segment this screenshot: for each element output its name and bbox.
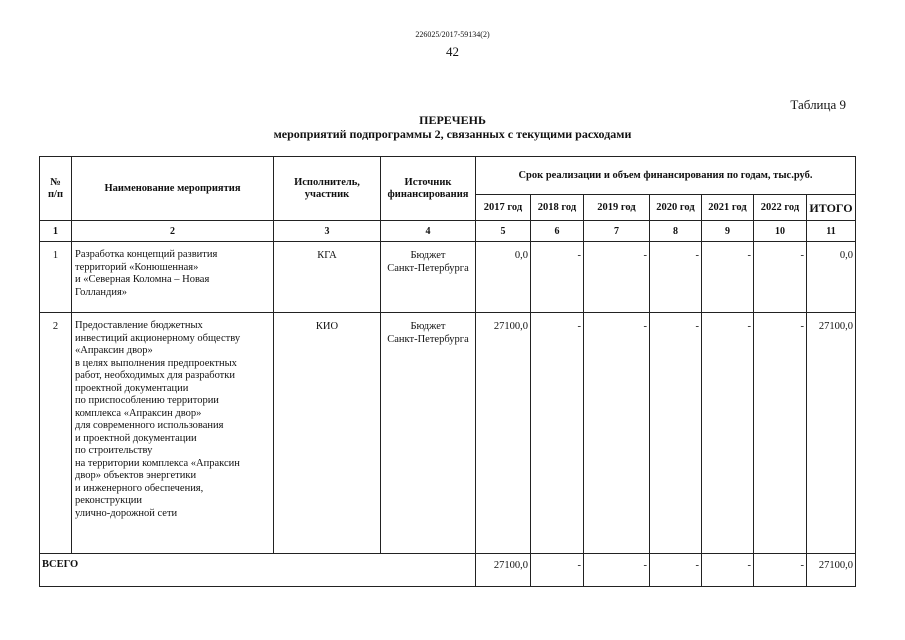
value-2021: - (702, 242, 754, 313)
value-2021: - (702, 313, 754, 554)
header-row (40, 157, 856, 195)
column-number: 10 (754, 221, 807, 242)
column-number: 8 (650, 221, 702, 242)
column-number: 1 (40, 221, 72, 242)
page-number: 42 (446, 44, 459, 59)
value-2022: - (754, 242, 807, 313)
value-2020: - (650, 313, 702, 554)
value-2017: 27100,0 (476, 313, 531, 554)
funding-source: Бюджет Санкт-Петербурга (381, 242, 476, 313)
document-number: 226025/2017-59134(2) (415, 30, 490, 39)
total-2019: - (584, 554, 650, 587)
column-number: 3 (274, 221, 381, 242)
funding-source: Бюджет Санкт-Петербурга (381, 313, 476, 554)
row-index: 2 (40, 313, 72, 554)
column-number: 9 (702, 221, 754, 242)
column-number: 11 (807, 221, 856, 242)
header-year: 2022 год (754, 195, 807, 221)
value-2019: - (584, 313, 650, 554)
value-2018: - (531, 313, 584, 554)
column-number-row (40, 221, 856, 242)
header-num: № п/п (40, 157, 72, 221)
header-source: Источник финансирования (381, 157, 476, 221)
header-total: ИТОГО (807, 195, 856, 221)
total-row (40, 554, 856, 587)
header-year: 2019 год (584, 195, 650, 221)
value-total: 0,0 (807, 242, 856, 313)
header-year: 2021 год (702, 195, 754, 221)
executor: КИО (274, 313, 381, 554)
total-overall: 27100,0 (807, 554, 856, 587)
header-year: 2018 год (531, 195, 584, 221)
executor: КГА (274, 242, 381, 313)
column-number: 7 (584, 221, 650, 242)
total-2017: 27100,0 (476, 554, 531, 587)
table-label: Таблица 9 (790, 97, 846, 112)
document-title: ПЕРЕЧЕНЬ (419, 113, 486, 127)
header-period: Срок реализации и объем финансирования по годам, тыс.руб. (476, 157, 856, 195)
value-total: 27100,0 (807, 313, 856, 554)
total-2020: - (650, 554, 702, 587)
measure-name: Предоставление бюджетных инвестиций акционерному обществу «Апраксин двор» в целях выполнения предпроектных работ, необходимых для разработки проектной документации по приспособлению территории комплекса «Апраксин двор» для современного использования и проектной документации по строительству на территории комплекса «Апраксин двор» объектов энергетики и инженерного обеспечения, реконструкции улично-дорожной сети (72, 313, 274, 554)
column-number: 2 (72, 221, 274, 242)
table-row (40, 313, 856, 554)
total-2022: - (754, 554, 807, 587)
column-number: 4 (381, 221, 476, 242)
total-label: ВСЕГО (40, 554, 476, 587)
header-year: 2017 год (476, 195, 531, 221)
value-2017: 0,0 (476, 242, 531, 313)
measure-name: Разработка концепций развития территорий «Конюшенная» и «Северная Коломна – Новая Голландия» (72, 242, 274, 313)
header-executor: Исполнитель, участник (274, 157, 381, 221)
document-subtitle: мероприятий подпрограммы 2, связанных с текущими расходами (273, 127, 632, 141)
total-2021: - (702, 554, 754, 587)
value-2022: - (754, 313, 807, 554)
header-name: Наименование мероприятия (72, 157, 274, 221)
value-2018: - (531, 242, 584, 313)
value-2019: - (584, 242, 650, 313)
value-2020: - (650, 242, 702, 313)
header-year: 2020 год (650, 195, 702, 221)
total-2018: - (531, 554, 584, 587)
row-index: 1 (40, 242, 72, 313)
measures-table (39, 156, 856, 587)
column-number: 5 (476, 221, 531, 242)
table-row (40, 242, 856, 313)
column-number: 6 (531, 221, 584, 242)
